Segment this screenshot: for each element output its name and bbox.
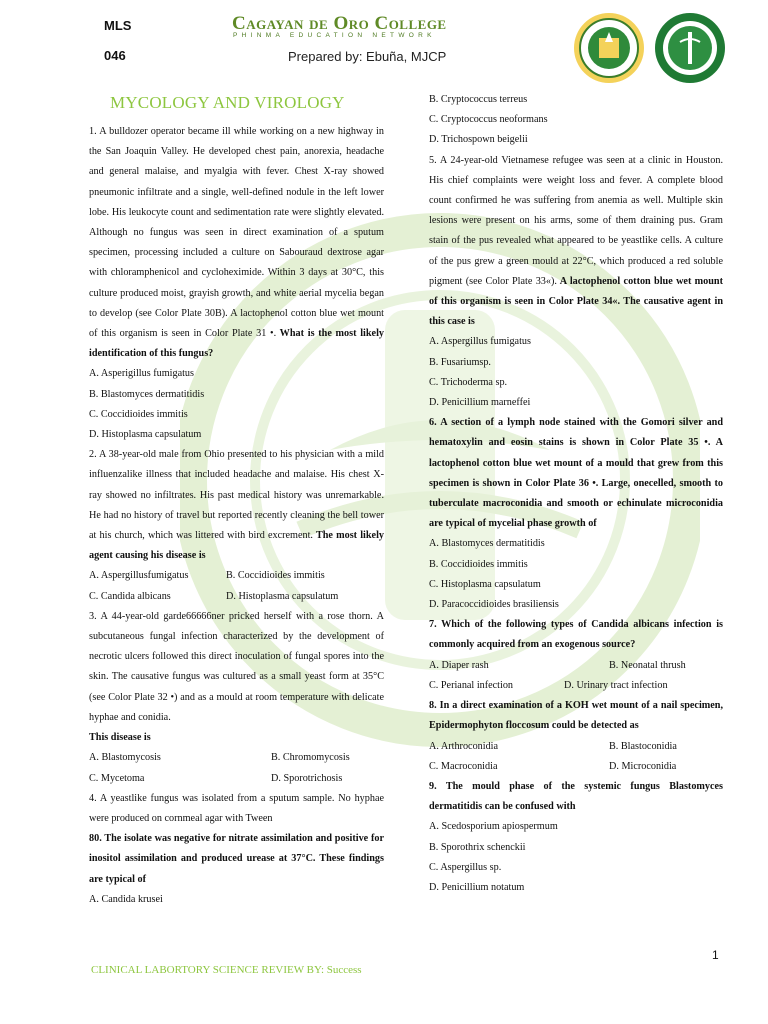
q3-option-a: A. Blastomycosis	[89, 752, 161, 764]
question-6: 6. A section of a lymph node stained with the Gomori silver and hematoxylin and eosin stains is shown in Color Plate 35 •. A lactophenol cotton blue wet mount of a mould that grew from this specimen is shown in Color Plate 36 •. Large, onecelled, smooth to tuberculate macroconidia and smooth or echinulate microconidia are typical of mycelial phase growth of	[429, 417, 723, 530]
q9-option-a: A. Scedosporium apiospermum	[429, 821, 558, 833]
page-number: 1	[712, 948, 719, 962]
medtech-society-seal-logo	[654, 12, 726, 84]
q6-option-c: C. Histoplasma capsulatum	[429, 578, 541, 590]
q9-option-b: B. Sporothrix schenckii	[429, 841, 526, 853]
q2-options-row-1	[89, 566, 384, 586]
question-8: 8. In a direct examination of a KOH wet mount of a nail specimen, Epidermophyton floccosum could be detected as	[429, 700, 723, 732]
q6-option-a: A. Blastomyces dermatitidis	[429, 538, 545, 550]
q8-option-d: D. Microconidia	[609, 760, 677, 772]
q7-option-c: C. Perianal infection	[429, 679, 514, 691]
footer	[91, 964, 362, 976]
q1-option-a: A. Asperigillus fumigatus	[89, 368, 194, 380]
q7-option-b: B. Neonatal thrush	[609, 659, 686, 671]
q2-option-d: D. Histoplasma capsulatum	[226, 590, 339, 602]
q3-option-d: D. Sporotrichosis	[271, 772, 343, 784]
q7-options-row-1	[429, 656, 723, 676]
question-7: 7. Which of the following types of Candida albicans infection is commonly acquired from an exogenous source?	[429, 619, 723, 651]
q3-options-row-1	[89, 748, 384, 768]
question-1-stem: What is the most likely identification of this fungus?	[89, 328, 384, 360]
q7-options-row-2	[429, 676, 723, 696]
q2-option-a: A. Aspergillusfumigatus	[89, 570, 189, 582]
q9-option-c: C. Aspergillus sp.	[429, 861, 502, 873]
q5-option-c: C. Trichoderma sp.	[429, 376, 508, 388]
question-9: 9. The mould phase of the systemic fungus Blastomyces dermatitidis can be confused with	[429, 780, 723, 813]
q5-option-d: D. Penicillium marneffei	[429, 397, 531, 409]
question-4-stem: 80. The isolate was negative for nitrate assimilation and positive for inositol assimilation and produced urease at 37°C. These findings are typical of	[89, 833, 384, 885]
q8-option-c: C. Macroconidia	[429, 760, 498, 772]
page-title: MYCOLOGY AND VIROLOGY	[110, 93, 345, 112]
q7-option-d: D. Urinary tract infection	[564, 679, 668, 691]
q9-option-d: D. Penicillium notatum	[429, 881, 525, 893]
q2-option-c: C. Candida albicans	[89, 590, 171, 602]
q1-option-d: D. Histoplasma capsulatum	[89, 429, 202, 441]
question-1	[89, 122, 384, 364]
question-4-text: 4. A yeastlike fungus was isolated from a sputum sample. No hyphae were produced on cornmeal agar with Tween	[89, 792, 384, 824]
question-1-text: 1. A bulldozer operator became ill while working on a new highway in the San Joaquin Valley. He developed chest pain, anorexia, headache and general malaise, and myalgia with fever. Chest X-ray showed pneumonic infiltrate and a single, well-defined nodule in the left lower lobe. His leukocyte count and sedimentation rate were slightly elevated. Although no fungus was seen in direct examination of a sputum specimen, processing included a culture on Sabouraud dextrose agar with chloramphenicol and cycloheximide. Within 3 days at 30°C, this culture produced moist, grayish growth, and white aerial mycelia began to develop (see Color Plate 30B). A lactophenol cotton blue wet mount of this organism is seen in Color Plate 31 •.	[89, 126, 384, 340]
q6-option-d: D. Paracoccidioides brasiliensis	[429, 599, 559, 611]
question-5	[429, 151, 723, 333]
q5-option-a: A. Aspergillus fumigatus	[429, 336, 531, 348]
question-5-stem: A lactophenol cotton blue wet mount of this organism is seen in Color Plate 34«. The causative agent in this case is	[429, 275, 723, 328]
q6-option-b: B. Coccidioides immitis	[429, 558, 528, 570]
course-number: 046	[104, 48, 126, 63]
question-2	[89, 445, 384, 566]
question-3-stem: This disease is	[89, 732, 151, 744]
q1-option-c: C. Coccidioides immitis	[89, 408, 188, 420]
question-2-stem: The most likely agent causing his disease is	[89, 530, 384, 562]
question-4	[89, 789, 384, 829]
left-column	[89, 122, 384, 910]
question-3	[89, 607, 384, 728]
footer-text: CLINICAL LABORTORY SCIENCE REVIEW BY:	[91, 964, 324, 976]
q3-option-c: C. Mycetoma	[89, 772, 145, 784]
prepared-by: Prepared by: Ebuña, MJCP	[288, 49, 447, 64]
right-column	[429, 90, 723, 898]
footer-name: Success	[324, 964, 362, 976]
q5-option-b: B. Fusariumsp.	[429, 356, 491, 368]
q2-options-row-2	[89, 587, 384, 607]
question-2-text: 2. A 38-year-old male from Ohio presented to his physician with a mild influenzalike illness that included headache and malaise. His chest X-ray showed no infiltrates. His past medical history was unremarkable. He had no history of travel but reported recently cleaning the bell tower at his church, which was littered with bird excrement.	[89, 449, 384, 542]
q3-options-row-2	[89, 769, 384, 789]
q3-option-b: B. Chromomycosis	[271, 752, 350, 764]
q4-option-c: C. Cryptococcus neoformans	[429, 114, 548, 126]
q1-option-b: B. Blastomyces dermatitidis	[89, 388, 205, 400]
cdoc-seal-logo	[573, 12, 645, 84]
q8-option-b: B. Blastoconidia	[609, 740, 677, 752]
question-5-text: 5. A 24-year-old Vietnamese refugee was seen at a clinic in Houston. His chief complaints were weight loss and fever. A complete blood count confirmed he was suffering from anemia as well. Multiple skin lesions were present on his arms, some of them draining pus. Gram stain of the pus revealed what appeared to be yeastlike cells. A culture of the pus grew a green mould at 22°C, which produced a red soluble pigment (see Color Plate 33«).	[429, 154, 723, 287]
network-name: PHINMA EDUCATION NETWORK	[233, 32, 436, 39]
college-name: Cagayan de Oro College	[232, 13, 447, 34]
q4-option-b: B. Cryptococcus terreus	[429, 94, 528, 105]
q4-option-d: D. Trichospown beigelii	[429, 134, 528, 146]
q7-option-a: A. Diaper rash	[429, 659, 489, 671]
q8-options-row-1	[429, 737, 723, 757]
course-code: MLS	[104, 18, 132, 33]
q8-option-a: A. Arthroconidia	[429, 740, 499, 752]
q4-option-a: A. Candida krusei	[89, 893, 163, 905]
q8-options-row-2	[429, 757, 723, 777]
q2-option-b: B. Coccidioides immitis	[226, 570, 325, 582]
question-3-text: 3. A 44-year-old garde66666ner pricked herself with a rose thorn. A subcutaneous fungal infection characterized by the development of necrotic ulcers followed this direct inoculation of fungal spores into the skin. The causative fungus was cultured as a small yeast form at 35°C (see Color Plate 32 •) and as a mould at room temperature with delicate hyphae and conidia.	[89, 610, 384, 723]
